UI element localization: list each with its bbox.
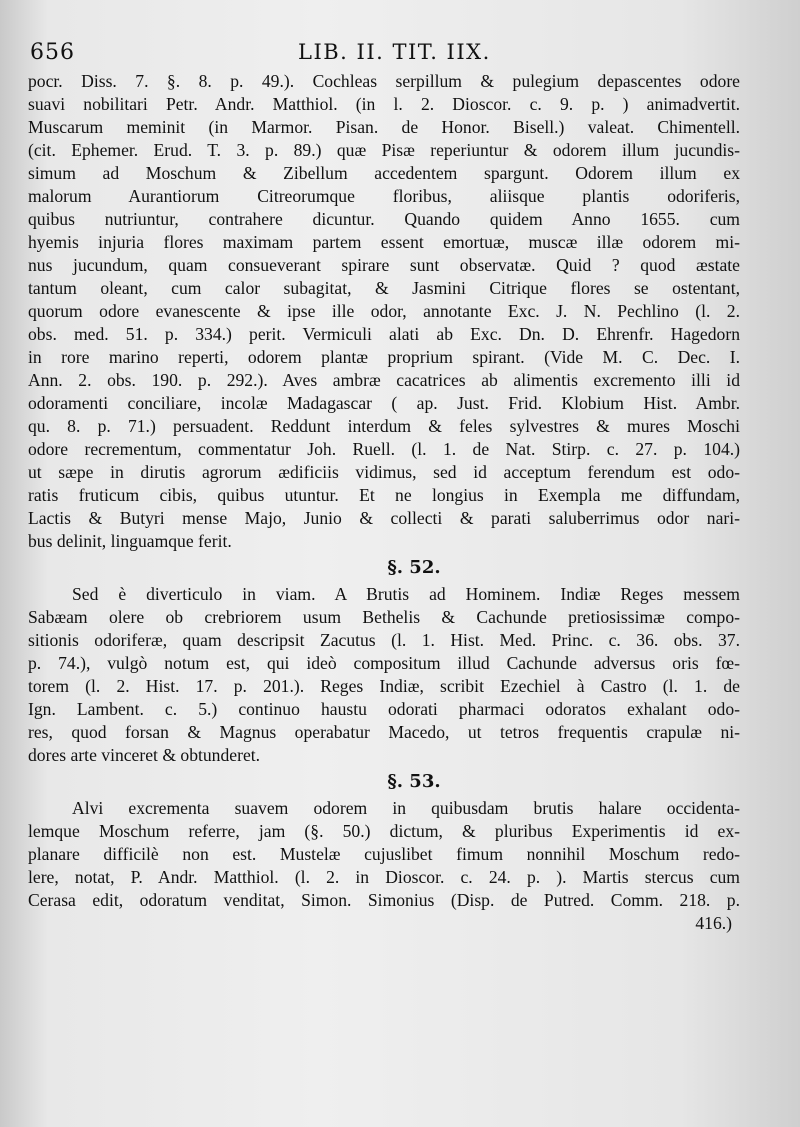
text-line: sitionis odoriferæ, quam descripsit Zacutus (l. 1. Hist. Med. Princ. c. 36. obs. 37. bbox=[28, 630, 740, 650]
text-line: quibus nutriuntur, contrahere dicuntur. Quando quidem Anno 1655. cum bbox=[28, 209, 740, 229]
text-line: tantum oleant, cum calor subagitat, & Jasmini Citrique flores se ostentant, bbox=[28, 278, 740, 298]
text-line: Sed è diverticulo in viam. A Brutis ad Hominem. Indiæ Reges messem bbox=[72, 584, 740, 604]
text-line: ut sæpe in dirutis agrorum ædificiis vidimus, sed id acceptum ferendum est odo- bbox=[28, 462, 740, 482]
text-line: (cit. Ephemer. Erud. T. 3. p. 89.) quæ Pisæ reperiuntur & odorem illum jucundis- bbox=[28, 140, 740, 160]
text-line: nus jucundum, quam consueverant spirare sunt observatæ. Quid ? quod æstate bbox=[28, 255, 740, 275]
page-header bbox=[0, 34, 800, 70]
page-number: 656 bbox=[30, 40, 75, 65]
text-line: lemque Moschum referre, jam (§. 50.) dictum, & pluribus Experimentis id ex- bbox=[28, 821, 740, 841]
paragraph-1 bbox=[28, 70, 740, 553]
paragraph-53 bbox=[28, 797, 740, 935]
text-line: Ann. 2. obs. 190. p. 292.). Aves ambræ cacatrices ab alimentis excremento illi id bbox=[28, 370, 740, 390]
text-line: res, quod forsan & Magnus operabatur Macedo, ut tetros frequentis crapulæ ni- bbox=[28, 722, 740, 742]
text-line: odoramenti conciliare, incolæ Madagascar ( ap. Just. Frid. Klobium Hist. Ambr. bbox=[28, 393, 740, 413]
text-line: bus delinit, linguamque ferit. bbox=[28, 531, 232, 551]
text-line: 416.) bbox=[695, 913, 732, 933]
text-line: pocr. Diss. 7. §. 8. p. 49.). Cochleas serpillum & pulegium depascentes odore bbox=[28, 71, 740, 91]
text-line: Lactis & Butyri mense Majo, Junio & collecti & parati saluberrimus odor nari- bbox=[28, 508, 740, 528]
text-line: ratis fruticum cibis, quibus utuntur. Et ne longius in Exempla me diffundam, bbox=[28, 485, 740, 505]
body-text bbox=[28, 70, 740, 935]
text-line: Alvi excrementa suavem odorem in quibusdam brutis halare occidenta- bbox=[72, 798, 740, 818]
section-heading-53: §. 53. bbox=[387, 771, 441, 792]
text-line: planare difficilè non est. Mustelæ cujuslibet fimum nonnihil Moschum redo- bbox=[28, 844, 740, 864]
text-line: qu. 8. p. 71.) persuadent. Reddunt interdum & feles sylvestres & mures Moschi bbox=[28, 416, 740, 436]
text-line: Sabæam olere ob crebriorem usum Bethelis & Cachunde pretiosissimæ compo- bbox=[28, 607, 740, 627]
text-line: Muscarum meminit (in Marmor. Pisan. de Honor. Bisell.) valeat. Chimentell. bbox=[28, 117, 740, 137]
text-line: Cerasa edit, odoratum venditat, Simon. Simonius (Disp. de Putred. Comm. 218. p. bbox=[28, 890, 740, 910]
text-line: suavi nobilitari Petr. Andr. Matthiol. (in l. 2. Dioscor. c. 9. p. ) animadvertit. bbox=[28, 94, 740, 114]
text-line: lere, notat, P. Andr. Matthiol. (l. 2. in Dioscor. c. 24. p. ). Martis stercus cum bbox=[28, 867, 740, 887]
section-heading-52: §. 52. bbox=[387, 557, 441, 578]
text-line: Ign. Lambent. c. 5.) continuo haustu odorati pharmaci odoratos exhalant odo- bbox=[28, 699, 740, 719]
text-line: torem (l. 2. Hist. 17. p. 201.). Reges Indiæ, scribit Ezechiel à Castro (l. 1. de bbox=[28, 676, 740, 696]
text-line: hyemis injuria flores maximam partem essent emortuæ, muscæ illæ odorem mi- bbox=[28, 232, 740, 252]
paragraph-52 bbox=[28, 583, 740, 767]
text-line: in rore marino reperti, odorem plantæ proprium spirant. (Vide M. C. Dec. I. bbox=[28, 347, 740, 367]
text-line: dores arte vinceret & obtunderet. bbox=[28, 745, 261, 765]
text-line: odore recrementum, commentatur Joh. Ruell. (l. 1. de Nat. Stirp. c. 27. p. 104.) bbox=[28, 439, 740, 459]
text-line: quorum odore evanescente & ipse ille odor, annotante Exc. J. N. Pechlino (l. 2. bbox=[28, 301, 740, 321]
text-line: simum ad Moschum & Zibellum accedentem spargunt. Odorem illum ex bbox=[28, 163, 740, 183]
running-head: LIB. II. TIT. IIX. bbox=[298, 40, 491, 64]
text-line: obs. med. 51. p. 334.) perit. Vermiculi alati ab Exc. Dn. D. Ehrenfr. Hagedorn bbox=[28, 324, 740, 344]
text-line: p. 74.), vulgò notum est, qui ideò compositum illud Cachunde adversus oris fœ- bbox=[28, 653, 740, 673]
text-line: malorum Aurantiorum Citreorumque floribus, aliisque plantis odoriferis, bbox=[28, 186, 740, 206]
